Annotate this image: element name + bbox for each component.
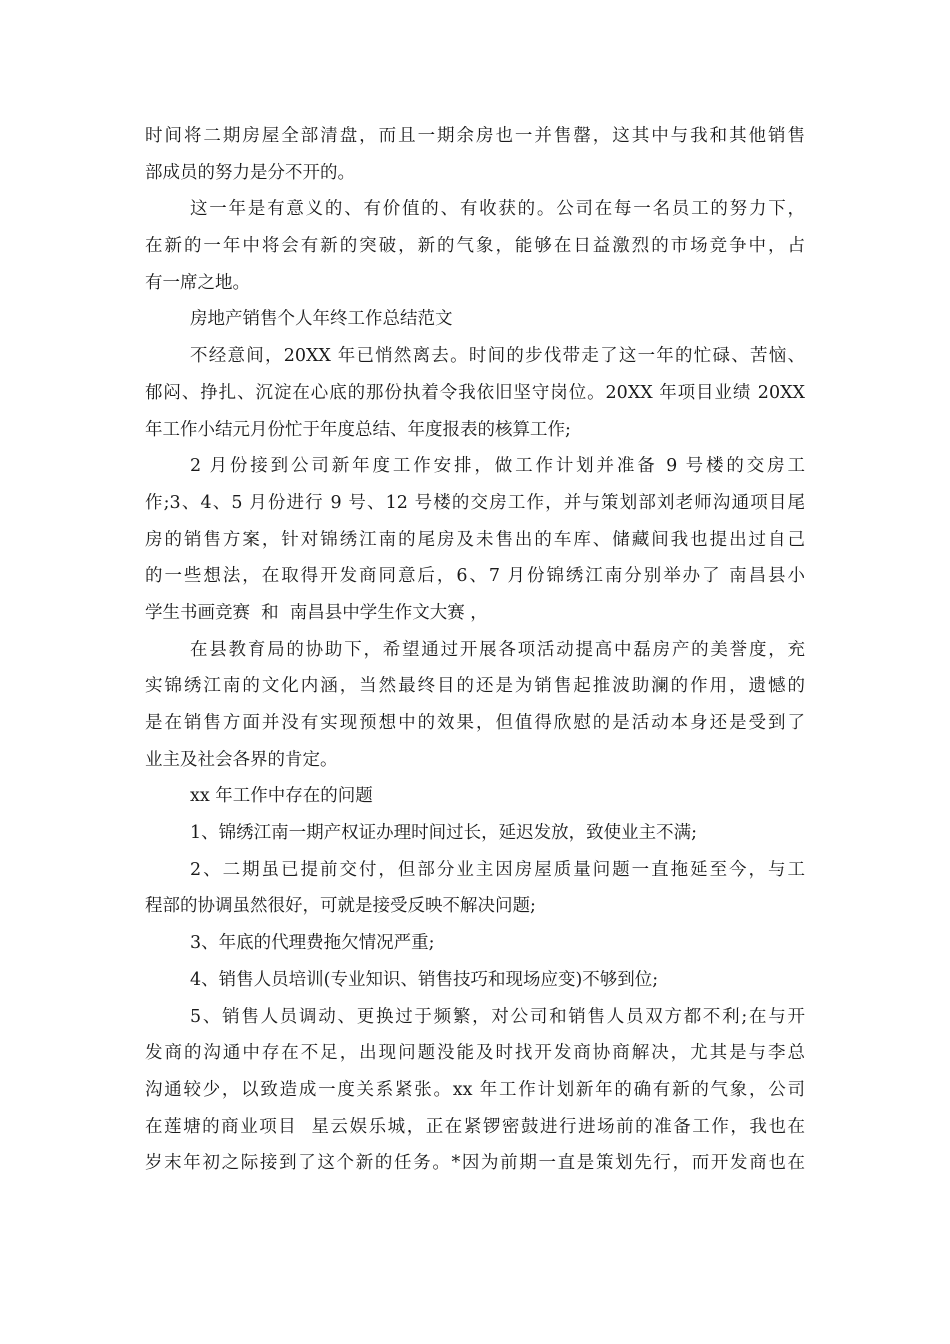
section-heading: 房地产销售个人年终工作总结范文: [190, 309, 453, 330]
paragraph-line: 实锦绣江南的文化内涵，当然最终目的还是为销售起推波助澜的作用，遗憾的: [145, 676, 805, 697]
paragraph-line: 作;3、4、5 月份进行 9 号、12 号楼的交房工作，并与策划部刘老师沟通项目尾: [145, 492, 805, 513]
paragraph-line: 业主及社会各界的肯定。: [145, 749, 338, 770]
paragraph-line: 在县教育局的协助下，希望通过开展各项活动提高中磊房产的美誉度，充: [190, 639, 805, 660]
paragraph-line: 是在销售方面并没有实现预想中的效果，但值得欣慰的是活动本身还是受到了: [145, 713, 805, 733]
list-item-continuation: 沟通较少，以致造成一度关系紧张。xx 年工作计划新年的确有新的气象，公司: [145, 1079, 805, 1100]
document-body: [145, 118, 805, 1182]
list-item: 2、二期虽已提前交付，但部分业主因房屋质量问题一直拖延至今，与工: [190, 859, 805, 880]
paragraph-line: 时间将二期房屋全部清盘，而且一期余房也一并售罄，这其中与我和其他销售: [145, 126, 805, 146]
list-item-continuation: 程部的协调虽然很好，可就是接受反映不解决问题;: [145, 896, 536, 917]
paragraph-line: 有一席之地。: [145, 272, 250, 293]
list-item: 1、锦绣江南一期产权证办理时间过长，延迟发放，致使业主不满;: [190, 823, 698, 844]
list-item-continuation: 在莲塘的商业项目 星云娱乐城，正在紧锣密鼓进行进场前的准备工作，我也在: [145, 1116, 805, 1137]
paragraph-line: 的一些想法，在取得开发商同意后，6、7 月份锦绣江南分别举办了 南昌县小: [145, 566, 805, 587]
paragraph-line: 郁闷、挣扎、沉淀在心底的那份执着令我依旧坚守岗位。20XX 年项目业绩 20XX: [145, 382, 805, 403]
list-item: 3、年底的代理费拖欠情况严重;: [190, 933, 435, 954]
paragraph-line: 年工作小结元月份忙于年度总结、年度报表的核算工作;: [145, 419, 571, 440]
paragraph-line: 房的销售方案，针对锦绣江南的尾房及未售出的车库、储藏间我也提出过自己: [145, 529, 805, 550]
paragraph-line: 这一年是有意义的、有价值的、有收获的。公司在每一名员工的努力下，: [190, 199, 805, 220]
paragraph-line: 不经意间，20XX 年已悄然离去。时间的步伐带走了这一年的忙碌、苦恼、: [190, 346, 805, 367]
list-item-continuation: 岁末年初之际接到了这个新的任务。*因为前期一直是策划先行，而开发商也在: [145, 1153, 805, 1174]
paragraph-line: 2 月份接到公司新年度工作安排，做工作计划并准备 9 号楼的交房工: [190, 456, 805, 477]
list-item-continuation: 发商的沟通中存在不足，出现问题没能及时找开发商协商解决，尤其是与李总: [145, 1043, 805, 1064]
paragraph-line: 部成员的努力是分不开的。: [145, 162, 355, 183]
list-item: 4、销售人员培训(专业知识、销售技巧和现场应变)不够到位;: [190, 969, 659, 990]
paragraph-line: 学生书画竞赛 和 南昌县中学生作文大赛 ，: [145, 602, 488, 623]
section-heading: xx 年工作中存在的问题: [190, 786, 373, 807]
paragraph-line: 在新的一年中将会有新的突破，新的气象，能够在日益激烈的市场竞争中，占: [145, 236, 805, 257]
list-item: 5、销售人员调动、更换过于频繁，对公司和销售人员双方都不利;在与开: [190, 1006, 805, 1027]
